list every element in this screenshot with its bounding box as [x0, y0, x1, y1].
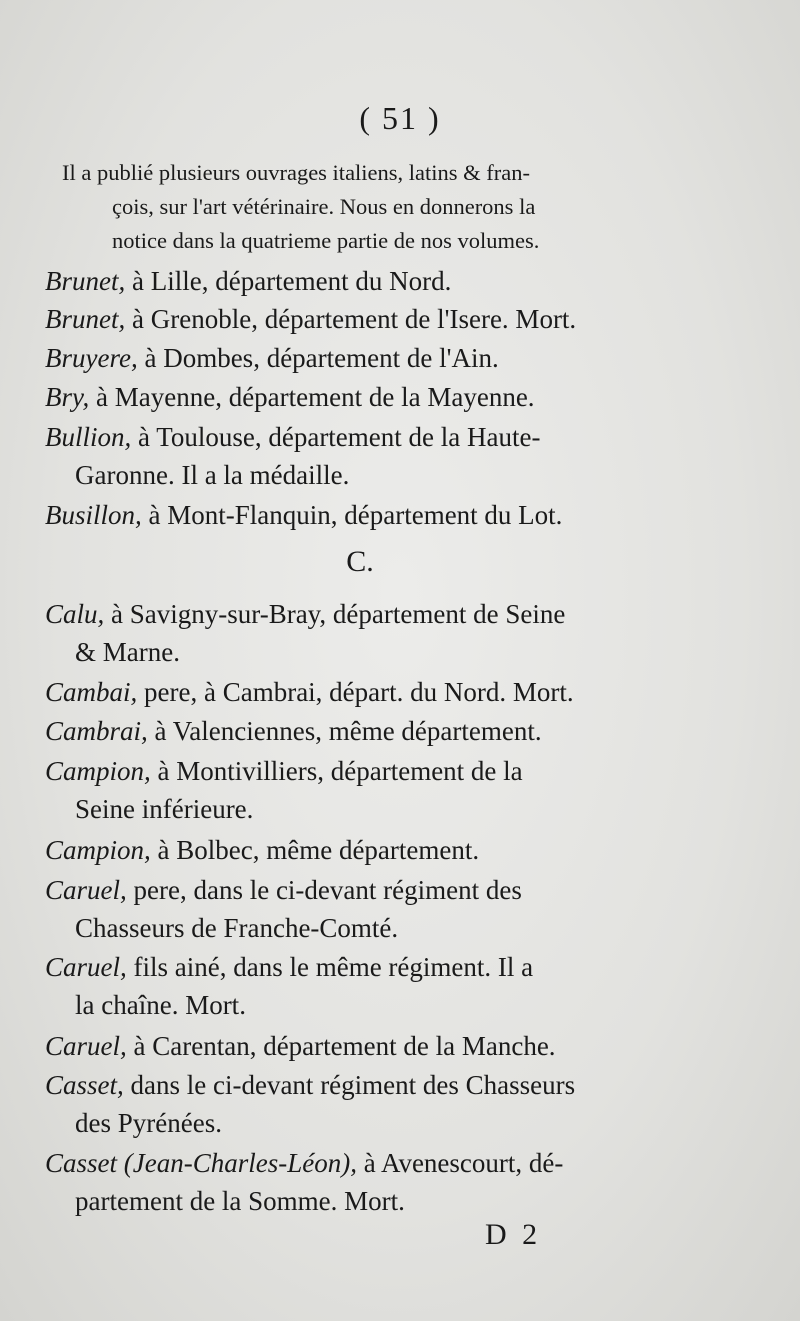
- entry-continuation: Garonne. Il a la médaille.: [75, 460, 350, 490]
- entry: [45, 712, 670, 750]
- entry-continuation: Chasseurs de Franche-Comté.: [75, 913, 399, 943]
- entry-text: à Avenescourt, dé-: [356, 1148, 564, 1178]
- entry-name: Brunet,: [45, 266, 126, 296]
- entry: [45, 496, 670, 534]
- entry: [45, 673, 670, 711]
- entry: [45, 595, 670, 671]
- entry: [45, 752, 670, 828]
- entry: [45, 831, 670, 869]
- intro-line: Il a publié plusieurs ouvrages italiens, latins & fran-: [62, 160, 531, 185]
- intro-line: çois, sur l'art vétérinaire. Nous en donnerons la: [112, 194, 536, 219]
- entry-text: pere, à Cambrai, départ. du Nord. Mort.: [137, 677, 574, 707]
- entry-name: Busillon,: [45, 500, 142, 530]
- entry-text: à Toulouse, département de la Haute-: [131, 422, 541, 452]
- entry-text: à Carentan, département de la Manche.: [126, 1031, 556, 1061]
- entry: [45, 378, 670, 416]
- entry-name: Bry,: [45, 382, 90, 412]
- entry-name: Bruyere,: [45, 343, 138, 373]
- entry-continuation: Seine inférieure.: [75, 794, 254, 824]
- entry-name: Campion,: [45, 756, 151, 786]
- entry-continuation: partement de la Somme. Mort.: [75, 1186, 405, 1216]
- entry-name: Bullion,: [45, 422, 132, 452]
- entry-text: à Mont-Flanquin, département du Lot.: [141, 500, 563, 530]
- page-number: ( 51 ): [359, 100, 441, 136]
- entry-continuation: des Pyrénées.: [75, 1108, 222, 1138]
- entry: [45, 871, 670, 947]
- entry-text: dans le ci-devant régiment des Chasseurs: [123, 1070, 576, 1100]
- entry-name: Brunet,: [45, 304, 126, 334]
- entry-continuation: la chaîne. Mort.: [75, 990, 246, 1020]
- entry: [45, 300, 670, 338]
- entry: [45, 948, 670, 1024]
- entry-text: à Valenciennes, même département.: [147, 716, 542, 746]
- entry-name: Casset (Jean-Charles-Léon),: [45, 1148, 357, 1178]
- entry-text: pere, dans le ci-devant régiment des: [126, 875, 522, 905]
- entry-name: Calu,: [45, 599, 105, 629]
- entry-name: Caruel,: [45, 952, 127, 982]
- entry: [45, 1144, 670, 1220]
- signature-mark: D 2: [485, 1218, 542, 1251]
- section-heading: C.: [346, 545, 374, 578]
- entry: [45, 262, 670, 300]
- intro-line: notice dans la quatrieme partie de nos volumes.: [112, 228, 540, 253]
- entry: [45, 339, 670, 377]
- entry: [45, 1066, 670, 1142]
- entry-text: à Bolbec, même département.: [150, 835, 480, 865]
- entry-name: Caruel,: [45, 875, 127, 905]
- entry-name: Cambai,: [45, 677, 138, 707]
- entry-text: à Mayenne, département de la Mayenne.: [89, 382, 535, 412]
- entry-continuation: & Marne.: [75, 637, 180, 667]
- entry-text: fils ainé, dans le même régiment. Il a: [126, 952, 534, 982]
- entry: [45, 1027, 670, 1065]
- entry-name: Campion,: [45, 835, 151, 865]
- entry: [45, 418, 670, 494]
- entry-text: à Lille, département du Nord.: [125, 266, 452, 296]
- entry-text: à Savigny-sur-Bray, département de Seine: [104, 599, 566, 629]
- entry-text: à Montivilliers, département de la: [150, 756, 523, 786]
- entry-text: à Grenoble, département de l'Isere. Mort.: [125, 304, 577, 334]
- entry-name: Caruel,: [45, 1031, 127, 1061]
- entry-text: à Dombes, département de l'Ain.: [137, 343, 499, 373]
- entry-name: Cambrai,: [45, 716, 148, 746]
- entry-name: Casset,: [45, 1070, 124, 1100]
